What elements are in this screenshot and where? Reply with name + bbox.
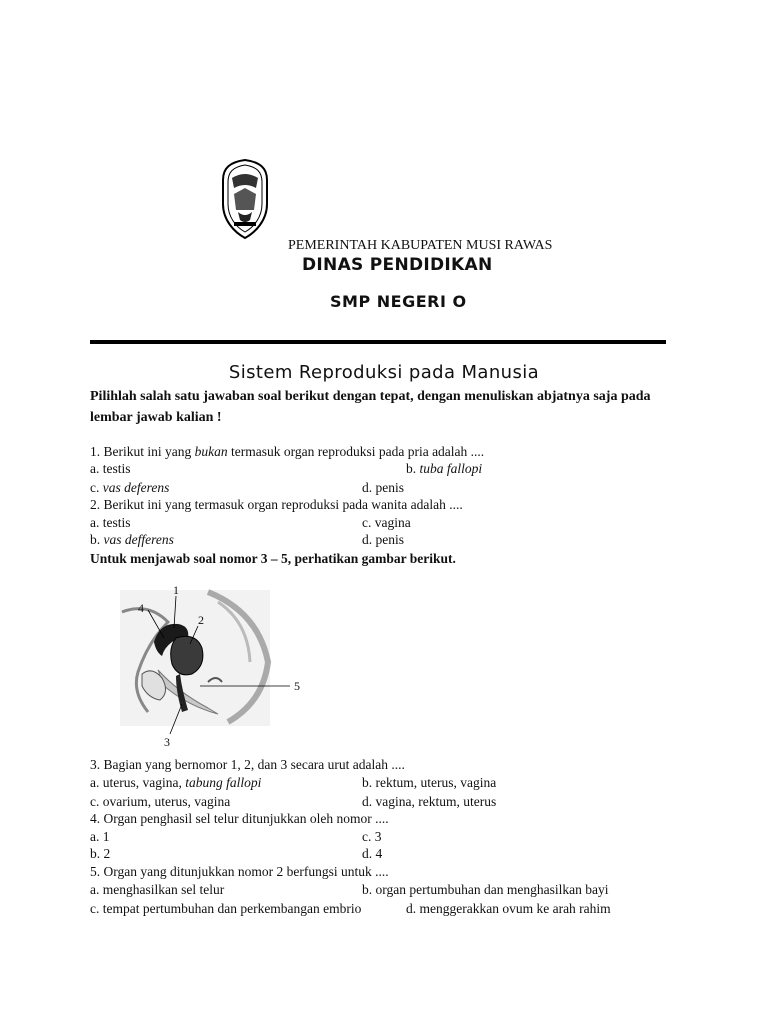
question-3-text: 3. Bagian yang bernomor 1, 2, dan 3 secara urut adalah ....	[90, 757, 405, 772]
government-header: PEMERINTAH KABUPATEN MUSI RAWAS	[288, 238, 553, 253]
question-2-option-d: d. penis	[362, 532, 404, 547]
question-3-option-c: c. ovarium, uterus, vagina	[90, 794, 231, 809]
question-1-option-a: a. testis	[90, 461, 131, 476]
question-2-option-b: b. vas defferens	[90, 532, 174, 547]
question-3-option-a: a. uterus, vagina, tabung fallopi	[90, 775, 262, 790]
question-4-text: 4. Organ penghasil sel telur ditunjukkan oleh nomor ....	[90, 811, 389, 826]
question-4-option-b: b. 2	[90, 846, 111, 861]
question-3-option-d: d. vagina, rektum, uterus	[362, 794, 497, 809]
question-1-option-d: d. penis	[362, 480, 404, 495]
instruction-text: Pilihlah salah satu jawaban soal berikut dengan tepat, dengan menuliskan abjatnya saja pada lembar jawab kalian !	[90, 389, 651, 425]
question-4-option-a: a. 1	[90, 829, 110, 844]
question-2-option-c: c. vagina	[362, 515, 411, 530]
question-2-option-a: a. testis	[90, 515, 131, 530]
question-5-option-a: a. menghasilkan sel telur	[90, 882, 225, 897]
question-4-option-d: d. 4	[362, 846, 383, 861]
question-1-option-c: c. vas deferens	[90, 480, 170, 495]
question-5-text: 5. Organ yang ditunjukkan nomor 2 berfungsi untuk ....	[90, 864, 389, 879]
department-header: DINAS PENDIDIKAN	[302, 255, 493, 275]
figure-label-2: 2	[198, 613, 204, 627]
question-5-option-d: d. menggerakkan ovum ke arah rahim	[406, 901, 611, 916]
regency-emblem-logo	[220, 158, 270, 240]
question-3-option-b: b. rektum, uterus, vagina	[362, 775, 497, 790]
figure-label-5: 5	[294, 679, 300, 693]
figure-label-4: 4	[138, 601, 144, 615]
figure-instruction: Untuk menjawab soal nomor 3 – 5, perhatikan gambar berikut.	[90, 551, 456, 566]
page-title: Sistem Reproduksi pada Manusia	[228, 362, 540, 383]
question-1-text: 1. Berikut ini yang bukan termasuk organ reproduksi pada pria adalah ....	[90, 444, 485, 459]
question-2-text: 2. Berikut ini yang termasuk organ reproduksi pada wanita adalah ....	[90, 497, 463, 512]
female-reproductive-diagram	[118, 582, 308, 752]
header-divider	[90, 340, 666, 344]
question-5-option-b: b. organ pertumbuhan dan menghasilkan bayi	[362, 882, 609, 897]
question-4-option-c: c. 3	[362, 829, 382, 844]
school-header: SMP NEGERI O	[330, 292, 467, 311]
question-1-option-b: b. tuba fallopi	[406, 461, 483, 476]
question-5-option-c: c. tempat pertumbuhan dan perkembangan embrio	[90, 901, 362, 916]
figure-label-1: 1	[173, 583, 179, 597]
figure-label-3: 3	[164, 735, 170, 749]
